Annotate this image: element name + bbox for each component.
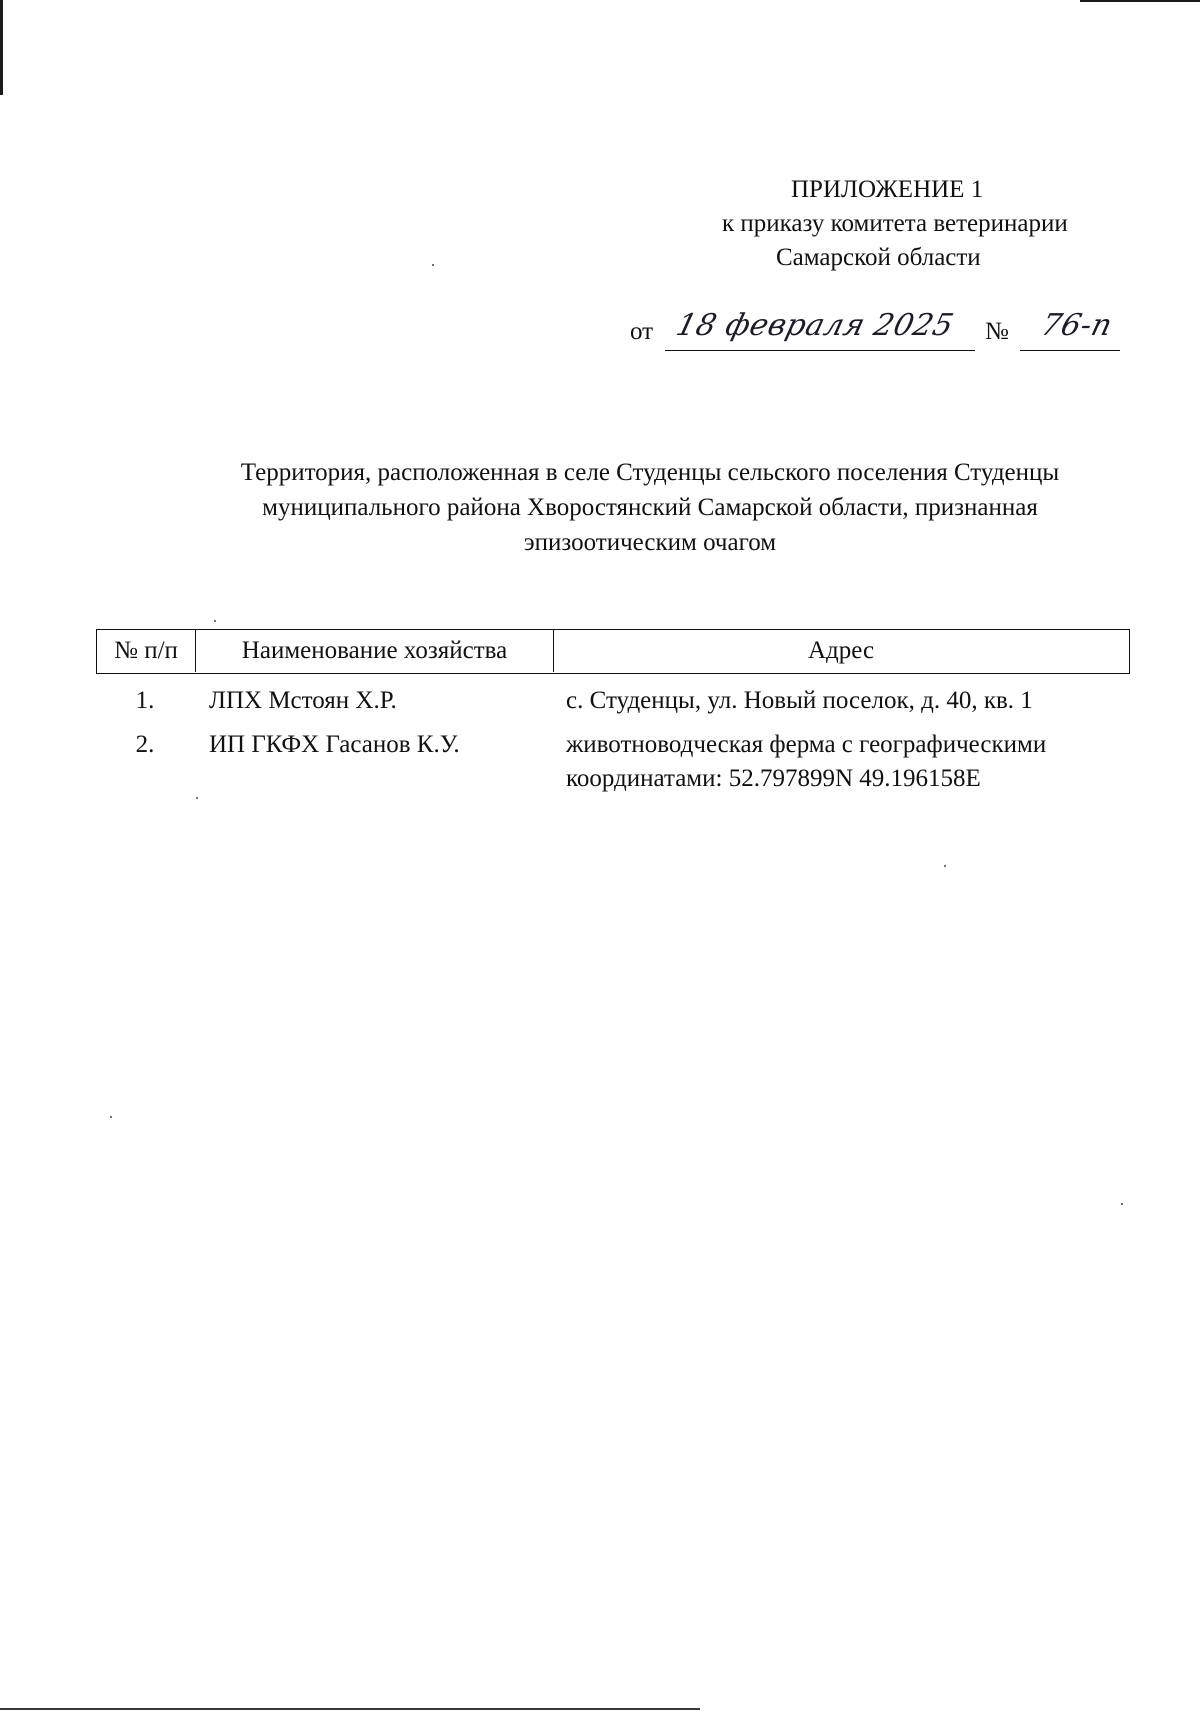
address-line: координатами: 52.797899N 49.196158E	[566, 765, 981, 792]
appendix-region: Самарской области	[776, 244, 981, 271]
header-address: Адрес	[807, 637, 875, 664]
title-line-1: Территория, расположенная в селе Студенцы сельского поселения Студенцы	[240, 459, 1060, 486]
row-farm-name: ЛПХ Мстоян Х.Р.	[209, 687, 397, 714]
scan-speck	[196, 797, 198, 799]
scan-speck	[432, 264, 434, 266]
row-address	[566, 684, 1126, 718]
row-number: 1.	[135, 687, 155, 714]
scan-speck	[110, 1116, 112, 1118]
scan-speck	[1121, 1203, 1123, 1205]
title-line-3: эпизоотическим очагом	[523, 529, 777, 556]
scan-edge-left	[0, 0, 3, 95]
address-line: животноводческая ферма с географическими	[566, 731, 1047, 758]
appendix-title: ПРИЛОЖЕНИЕ 1	[791, 176, 984, 203]
table-row	[96, 718, 1130, 794]
number-sign: №	[985, 318, 1009, 345]
scan-speck	[944, 865, 946, 867]
table-header-row	[96, 629, 1130, 674]
scan-speck	[214, 620, 216, 622]
document-title	[120, 455, 1180, 560]
appendix-reference: к приказу комитета ветеринарии	[722, 210, 1068, 237]
farms-table	[96, 629, 1130, 794]
date-prefix: от	[630, 318, 654, 345]
scan-edge-top-right	[1080, 0, 1200, 2]
table-row	[96, 674, 1130, 718]
handwritten-date: 18 февраля 2025	[672, 308, 958, 343]
header-number: № п/п	[97, 630, 196, 672]
address-line: с. Студенцы, ул. Новый поселок, д. 40, кв. 1	[566, 687, 1033, 714]
row-farm-name: ИП ГКФХ Гасанов К.У.	[209, 731, 460, 758]
order-date-line	[630, 310, 1130, 354]
date-field	[665, 310, 975, 351]
handwritten-number: 76-п	[1037, 308, 1117, 343]
title-line-2: муниципального района Хворостянский Самарской области, признанная	[262, 494, 1038, 521]
scan-edge-bottom	[0, 1708, 700, 1710]
header-farm-name: Наименование хозяйства	[196, 630, 554, 672]
row-number: 2.	[135, 731, 155, 758]
row-address	[566, 728, 1126, 796]
number-field	[1020, 310, 1120, 351]
